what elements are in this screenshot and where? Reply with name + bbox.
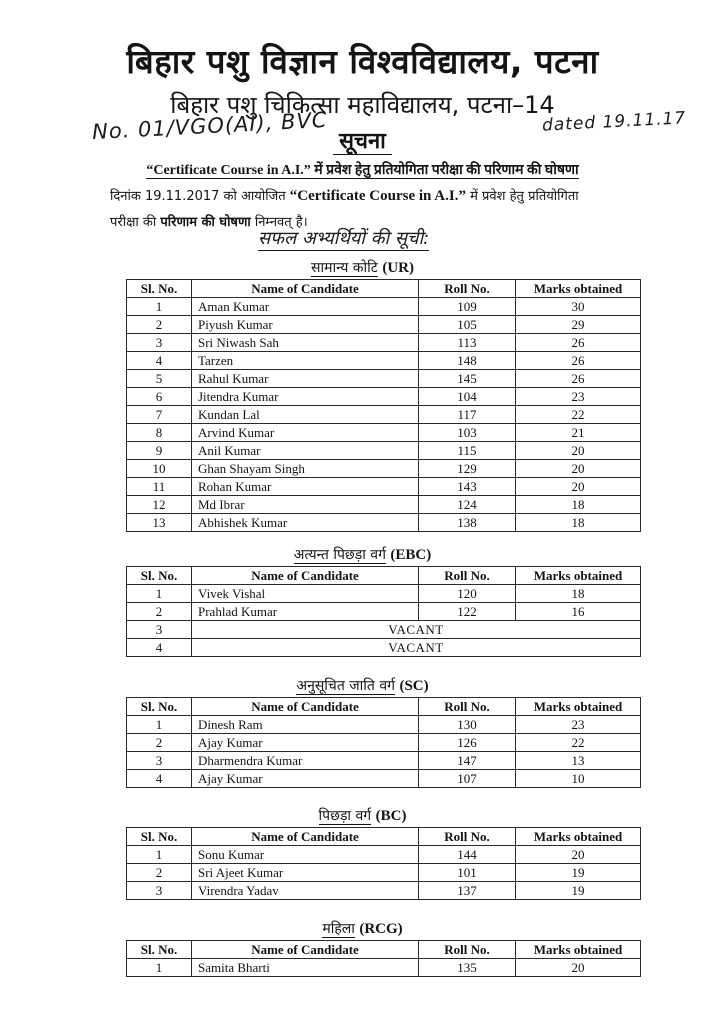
roll-number-cell: 124 xyxy=(419,496,516,514)
roll-number-cell: 135 xyxy=(419,959,516,977)
candidate-name-cell: Prahlad Kumar xyxy=(192,603,419,621)
serial-number-cell: 3 xyxy=(127,621,192,639)
notice-heading-text: सूचना xyxy=(333,129,392,155)
marks-cell: 16 xyxy=(516,603,641,621)
table-row xyxy=(127,603,641,621)
column-header-marks: Marks obtained xyxy=(516,828,641,846)
marks-cell: 13 xyxy=(516,752,641,770)
serial-number-cell: 4 xyxy=(127,352,192,370)
roll-number-cell: 117 xyxy=(419,406,516,424)
column-header-roll: Roll No. xyxy=(419,567,516,585)
roll-number-cell: 126 xyxy=(419,734,516,752)
section-label-code: (UR) xyxy=(382,260,414,276)
column-header-name: Name of Candidate xyxy=(192,941,419,959)
roll-number-cell: 147 xyxy=(419,752,516,770)
candidate-name-cell: Piyush Kumar xyxy=(192,316,419,334)
table-row xyxy=(127,585,641,603)
para2-text-c: निम्नवत् है। xyxy=(250,215,308,230)
candidate-name-cell: Anil Kumar xyxy=(192,442,419,460)
column-header-name: Name of Candidate xyxy=(192,698,419,716)
table-row xyxy=(127,316,641,334)
marks-cell: 26 xyxy=(516,370,641,388)
table-row xyxy=(127,478,641,496)
marks-cell: 20 xyxy=(516,442,641,460)
candidate-name-cell: Dharmendra Kumar xyxy=(192,752,419,770)
serial-number-cell: 1 xyxy=(127,716,192,734)
marks-cell: 20 xyxy=(516,460,641,478)
section-label-hi: अनुसूचित जाति वर्ग xyxy=(296,678,395,694)
serial-number-cell: 2 xyxy=(127,603,192,621)
results-table-bc xyxy=(126,827,641,900)
candidate-name-cell: Dinesh Ram xyxy=(192,716,419,734)
candidate-name-cell: Abhishek Kumar xyxy=(192,514,419,532)
candidate-name-cell: Virendra Yadav xyxy=(192,882,419,900)
marks-cell: 26 xyxy=(516,334,641,352)
serial-number-cell: 3 xyxy=(127,752,192,770)
serial-number-cell: 4 xyxy=(127,770,192,788)
letter-date: dated 19.11.17 xyxy=(541,108,687,136)
table-row xyxy=(127,388,641,406)
column-header-sl: Sl. No. xyxy=(127,698,192,716)
candidate-name-cell: Sri Niwash Sah xyxy=(192,334,419,352)
table-row xyxy=(127,406,641,424)
marks-cell: 19 xyxy=(516,882,641,900)
roll-number-cell: 145 xyxy=(419,370,516,388)
serial-number-cell: 6 xyxy=(127,388,192,406)
serial-number-cell: 1 xyxy=(127,298,192,316)
section-heading-sc xyxy=(0,676,725,695)
serial-number-cell: 10 xyxy=(127,460,192,478)
candidate-name-cell: Aman Kumar xyxy=(192,298,419,316)
column-header-roll: Roll No. xyxy=(419,698,516,716)
serial-number-cell: 9 xyxy=(127,442,192,460)
serial-number-cell: 5 xyxy=(127,370,192,388)
roll-number-cell: 113 xyxy=(419,334,516,352)
column-header-name: Name of Candidate xyxy=(192,280,419,298)
marks-cell: 23 xyxy=(516,388,641,406)
candidate-name-cell: Sri Ajeet Kumar xyxy=(192,864,419,882)
results-table-sc xyxy=(126,697,641,788)
column-header-roll: Roll No. xyxy=(419,941,516,959)
para-course-name: “Certificate Course in A.I.” xyxy=(289,188,466,204)
vacant-cell: VACANT xyxy=(192,621,641,639)
marks-cell: 10 xyxy=(516,770,641,788)
roll-number-cell: 105 xyxy=(419,316,516,334)
candidate-name-cell: Jitendra Kumar xyxy=(192,388,419,406)
table-row xyxy=(127,442,641,460)
section-heading-rcg xyxy=(0,919,725,938)
column-header-roll: Roll No. xyxy=(419,280,516,298)
serial-number-cell: 1 xyxy=(127,846,192,864)
serial-number-cell: 2 xyxy=(127,316,192,334)
marks-cell: 21 xyxy=(516,424,641,442)
table-row xyxy=(127,770,641,788)
table-row xyxy=(127,514,641,532)
column-header-sl: Sl. No. xyxy=(127,280,192,298)
roll-number-cell: 109 xyxy=(419,298,516,316)
column-header-sl: Sl. No. xyxy=(127,941,192,959)
serial-number-cell: 7 xyxy=(127,406,192,424)
marks-cell: 20 xyxy=(516,478,641,496)
serial-number-cell: 1 xyxy=(127,585,192,603)
candidate-name-cell: Arvind Kumar xyxy=(192,424,419,442)
para-text-a: दिनांक 19.11.2017 को आयोजित xyxy=(110,189,290,204)
table-row xyxy=(127,734,641,752)
column-header-name: Name of Candidate xyxy=(192,828,419,846)
announcement-paragraph-line1 xyxy=(110,186,630,205)
table-row xyxy=(127,959,641,977)
announcement-headline xyxy=(0,160,725,179)
candidate-name-cell: Md Ibrar xyxy=(192,496,419,514)
marks-cell: 19 xyxy=(516,864,641,882)
table-header-row xyxy=(127,698,641,716)
column-header-roll: Roll No. xyxy=(419,828,516,846)
column-header-sl: Sl. No. xyxy=(127,567,192,585)
section-label-hi: अत्यन्त पिछड़ा वर्ग xyxy=(293,547,386,563)
serial-number-cell: 12 xyxy=(127,496,192,514)
section-label-code: (RCG) xyxy=(359,921,403,937)
serial-number-cell: 1 xyxy=(127,959,192,977)
roll-number-cell: 129 xyxy=(419,460,516,478)
marks-cell: 29 xyxy=(516,316,641,334)
table-row xyxy=(127,621,641,639)
candidate-name-cell: Ajay Kumar xyxy=(192,770,419,788)
table-row xyxy=(127,639,641,657)
candidate-name-cell: Sonu Kumar xyxy=(192,846,419,864)
table-row xyxy=(127,864,641,882)
para2-text-b: परिणाम की घोषणा xyxy=(160,215,251,230)
serial-number-cell: 2 xyxy=(127,864,192,882)
serial-number-cell: 13 xyxy=(127,514,192,532)
candidate-name-cell: Ajay Kumar xyxy=(192,734,419,752)
table-row xyxy=(127,424,641,442)
serial-number-cell: 2 xyxy=(127,734,192,752)
table-row xyxy=(127,496,641,514)
serial-number-cell: 3 xyxy=(127,334,192,352)
college-name: बिहार पशु चिकित्सा महाविद्यालय, पटना–14 xyxy=(170,91,555,119)
column-header-marks: Marks obtained xyxy=(516,567,641,585)
serial-number-cell: 8 xyxy=(127,424,192,442)
table-header-row xyxy=(127,567,641,585)
university-title: बिहार पशु विज्ञान विश्वविद्यालय, पटना xyxy=(126,42,599,81)
table-row xyxy=(127,334,641,352)
candidate-name-cell: Tarzen xyxy=(192,352,419,370)
section-label-hi: सामान्य कोटि xyxy=(311,260,378,276)
roll-number-cell: 101 xyxy=(419,864,516,882)
serial-number-cell: 4 xyxy=(127,639,192,657)
successful-candidates-heading: सफल अभ्यर्थियों की सूची: xyxy=(258,228,430,249)
column-header-marks: Marks obtained xyxy=(516,698,641,716)
para-text-b: में प्रवेश हेतु प्रतियोगिता xyxy=(465,189,579,204)
roll-number-cell: 137 xyxy=(419,882,516,900)
roll-number-cell: 103 xyxy=(419,424,516,442)
candidate-name-cell: Kundan Lal xyxy=(192,406,419,424)
column-header-sl: Sl. No. xyxy=(127,828,192,846)
table-row xyxy=(127,716,641,734)
table-row xyxy=(127,370,641,388)
table-row xyxy=(127,460,641,478)
section-label-code: (BC) xyxy=(375,808,407,824)
section-label-hi: महिला xyxy=(322,921,355,937)
marks-cell: 20 xyxy=(516,959,641,977)
marks-cell: 23 xyxy=(516,716,641,734)
table-header-row xyxy=(127,280,641,298)
table-row xyxy=(127,882,641,900)
marks-cell: 20 xyxy=(516,846,641,864)
serial-number-cell: 11 xyxy=(127,478,192,496)
candidate-name-cell: Samita Bharti xyxy=(192,959,419,977)
table-row xyxy=(127,352,641,370)
marks-cell: 22 xyxy=(516,734,641,752)
marks-cell: 18 xyxy=(516,514,641,532)
marks-cell: 30 xyxy=(516,298,641,316)
section-label-code: (SC) xyxy=(399,678,429,694)
table-row xyxy=(127,846,641,864)
marks-cell: 22 xyxy=(516,406,641,424)
section-label-hi: पिछड़ा वर्ग xyxy=(318,808,372,824)
roll-number-cell: 120 xyxy=(419,585,516,603)
para2-text-a: परीक्षा की xyxy=(110,215,161,230)
serial-number-cell: 3 xyxy=(127,882,192,900)
marks-cell: 26 xyxy=(516,352,641,370)
candidate-name-cell: Rohan Kumar xyxy=(192,478,419,496)
results-table-ebc xyxy=(126,566,641,657)
table-header-row xyxy=(127,828,641,846)
roll-number-cell: 104 xyxy=(419,388,516,406)
column-header-name: Name of Candidate xyxy=(192,567,419,585)
letter-number: No. 01/VGO(AI), BVC xyxy=(91,107,329,145)
marks-cell: 18 xyxy=(516,496,641,514)
roll-number-cell: 138 xyxy=(419,514,516,532)
table-header-row xyxy=(127,941,641,959)
roll-number-cell: 130 xyxy=(419,716,516,734)
table-row xyxy=(127,298,641,316)
roll-number-cell: 115 xyxy=(419,442,516,460)
section-heading-ebc xyxy=(0,545,725,564)
column-header-marks: Marks obtained xyxy=(516,280,641,298)
announcement-headline-text: “Certificate Course in A.I.” में प्रवेश हेतु प्रतियोगिता परीक्षा की परिणाम की घोषणा xyxy=(146,163,579,178)
candidate-name-cell: Rahul Kumar xyxy=(192,370,419,388)
vacant-cell: VACANT xyxy=(192,639,641,657)
section-heading-bc xyxy=(0,806,725,825)
roll-number-cell: 107 xyxy=(419,770,516,788)
candidate-name-cell: Ghan Shayam Singh xyxy=(192,460,419,478)
table-row xyxy=(127,752,641,770)
candidate-name-cell: Vivek Vishal xyxy=(192,585,419,603)
roll-number-cell: 148 xyxy=(419,352,516,370)
roll-number-cell: 144 xyxy=(419,846,516,864)
section-label-code: (EBC) xyxy=(390,547,432,563)
marks-cell: 18 xyxy=(516,585,641,603)
notice-heading xyxy=(0,125,725,155)
column-header-marks: Marks obtained xyxy=(516,941,641,959)
roll-number-cell: 143 xyxy=(419,478,516,496)
roll-number-cell: 122 xyxy=(419,603,516,621)
section-heading-ur xyxy=(0,258,725,277)
results-table-rcg xyxy=(126,940,641,977)
results-table-ur xyxy=(126,279,641,532)
